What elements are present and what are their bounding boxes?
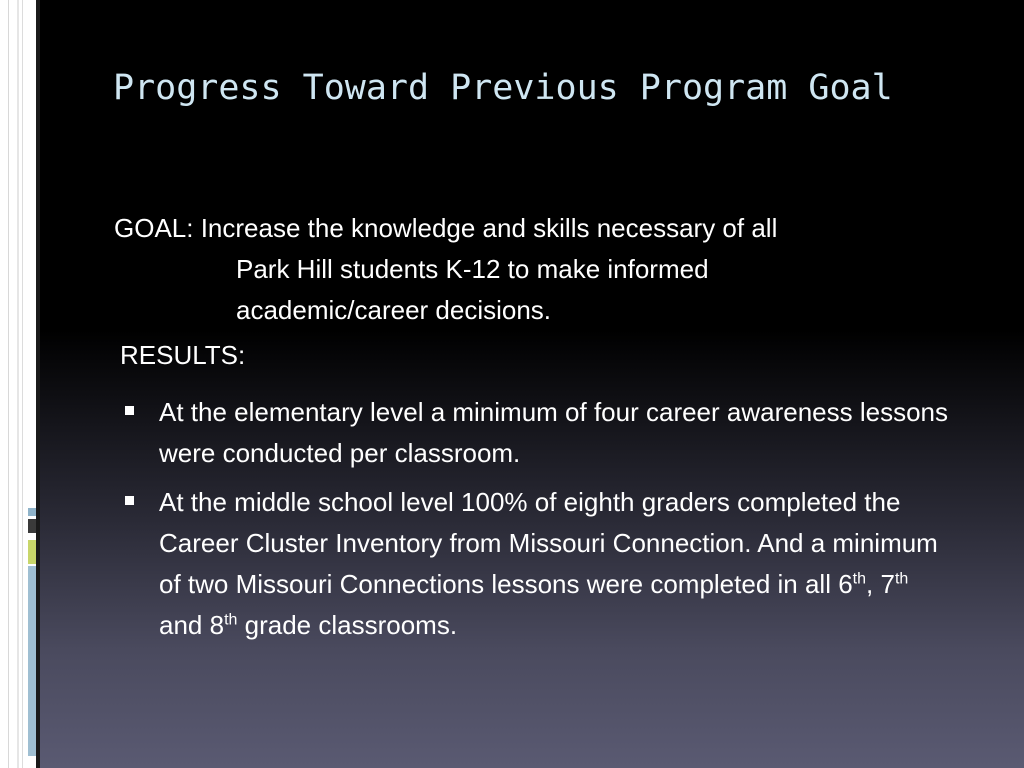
bullet-text: grade classrooms. [237, 610, 458, 640]
square-bullet-icon [125, 406, 134, 415]
results-list [122, 392, 952, 654]
results-label: RESULTS: [120, 340, 246, 370]
goal-line: GOAL: Increase the knowledge and skills necessary of all [114, 213, 778, 243]
goal-line: Park Hill students K-12 to make informed [236, 254, 709, 284]
bullet-text: At the elementary level a minimum of four career awareness lessons were conducted per classroom. [159, 397, 949, 468]
goal-statement [114, 208, 914, 331]
bullet-text: , 7 [866, 569, 895, 599]
deco-block-white [28, 533, 36, 539]
goal-line: academic/career decisions. [236, 295, 552, 325]
superscript: th [852, 570, 867, 588]
deco-line [8, 0, 9, 768]
superscript: th [224, 611, 238, 629]
deco-line [22, 0, 23, 768]
bullet-text: and 8 [159, 610, 225, 640]
deco-block-dark [28, 519, 36, 533]
square-bullet-icon [125, 496, 134, 505]
list-item [122, 482, 952, 646]
deco-block-blue [28, 508, 36, 516]
slide-title: Progress Toward Previous Program Goal [113, 68, 893, 108]
list-item [122, 392, 952, 474]
bullet-text: At the middle school level 100% of eighth graders completed the Career Cluster Inventory from Missouri Connection. And a minimum of two Missouri Connections lessons were completed in all 6 [159, 487, 938, 599]
deco-edge [36, 0, 40, 768]
superscript: th [894, 570, 909, 588]
deco-block-blue [28, 566, 36, 756]
deco-line [17, 0, 19, 768]
deco-block-lime [28, 540, 36, 564]
